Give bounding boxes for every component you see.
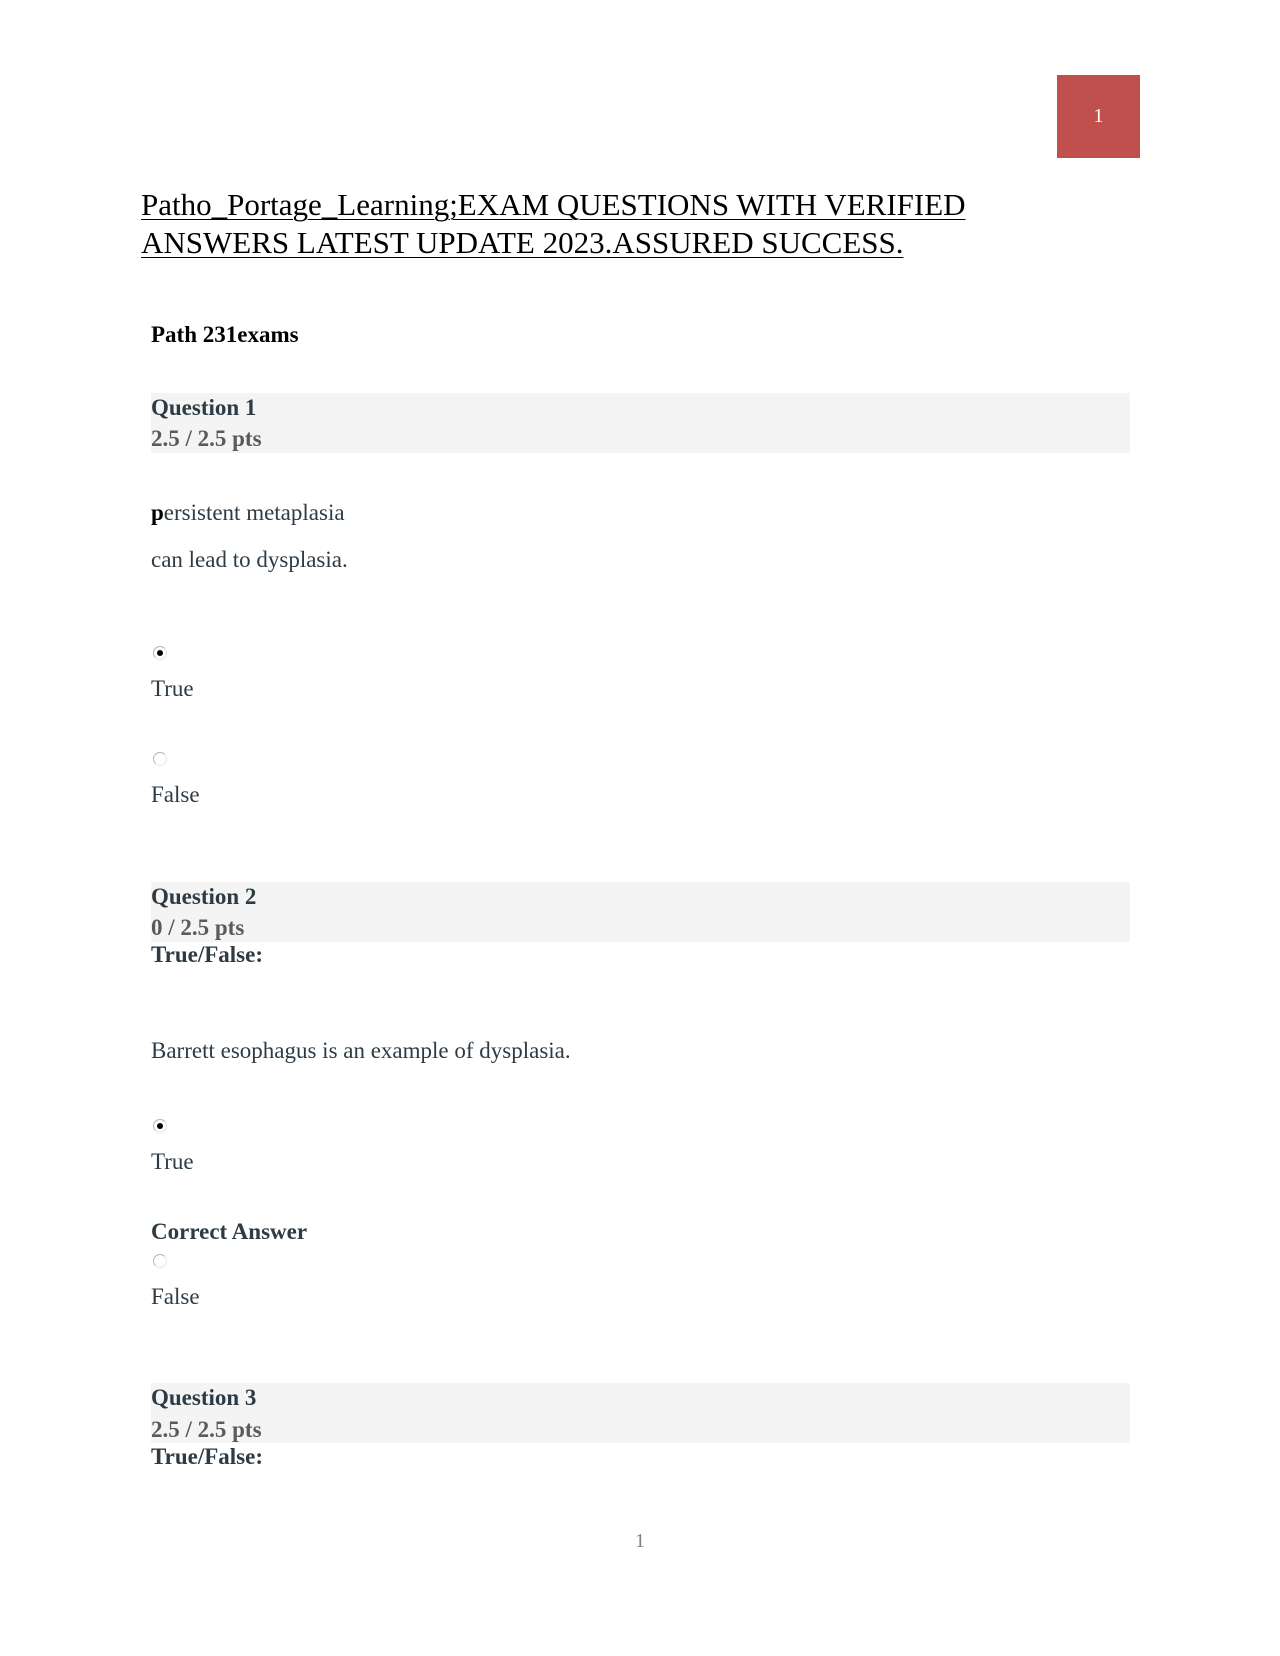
question-3-title: Question 3 <box>151 1385 257 1410</box>
footer-page-number: 1 <box>635 1530 645 1552</box>
question-1-text-line-2: can lead to dysplasia. <box>151 547 348 572</box>
document-title: Patho_Portage_Learning;EXAM QUESTIONS WITH VERIFIED ANSWERS LATEST UPDATE 2023.ASSURED SUCCESS. <box>141 187 966 260</box>
question-2-points: 0 / 2.5 pts <box>151 915 245 940</box>
correct-answer-label: Correct Answer <box>151 1219 308 1244</box>
question-2-option-false-label[interactable]: False <box>151 1284 200 1309</box>
question-1-header <box>151 393 1130 453</box>
question-1-option-false-radio[interactable] <box>153 752 167 766</box>
question-1-text-rest: ersistent metaplasia <box>163 500 345 525</box>
question-2-option-false-radio[interactable] <box>153 1254 167 1268</box>
question-2-title: Question 2 <box>151 884 257 909</box>
page-number-badge: 1 <box>1057 75 1140 158</box>
question-2-type: True/False: <box>151 942 263 967</box>
question-1-title: Question 1 <box>151 395 257 420</box>
question-1-option-false-label[interactable]: False <box>151 782 200 807</box>
question-2-option-true-label[interactable]: True <box>151 1149 194 1174</box>
document-subtitle: Path 231exams <box>151 322 299 347</box>
question-2-option-true-radio[interactable] <box>153 1119 167 1133</box>
question-1-first-letter: p <box>151 500 164 525</box>
question-2-header <box>151 882 1130 942</box>
question-3-points: 2.5 / 2.5 pts <box>151 1417 262 1442</box>
question-1-text-line-1 <box>151 499 345 527</box>
question-3-header <box>151 1383 1130 1443</box>
question-1-option-true-radio[interactable] <box>153 646 167 660</box>
question-3-type: True/False: <box>151 1444 263 1469</box>
question-1-option-true-label[interactable]: True <box>151 676 194 701</box>
question-2-text: Barrett esophagus is an example of dysplasia. <box>151 1038 571 1063</box>
question-1-points: 2.5 / 2.5 pts <box>151 426 262 451</box>
